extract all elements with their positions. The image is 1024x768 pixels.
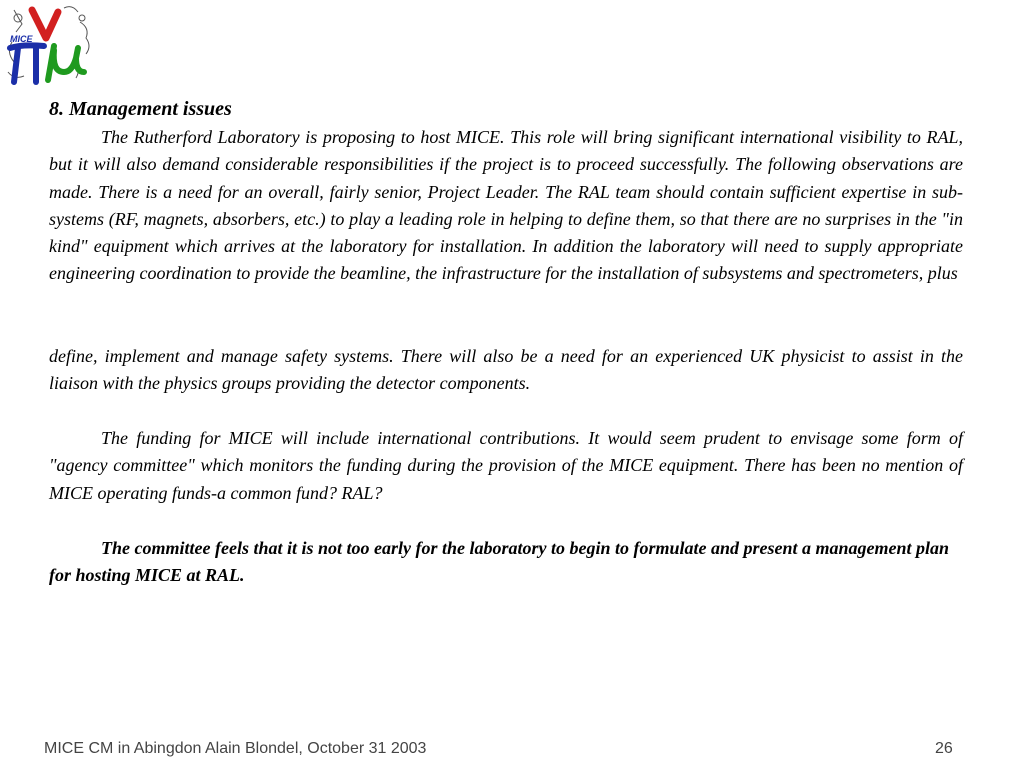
paragraph-committee-conclusion: The committee feels that it is not too early for the laboratory to begin to formulate and present a management plan for hosting MICE at RAL. [49,538,949,586]
section-heading: 8. Management issues [49,98,232,120]
paragraph-funding: The funding for MICE will include international contributions. It would seem prudent to envisage some form of "agency committee" which monitors the funding during the provision of the MICE equipment. There has been no mention of MICE operating funds-a common fund? RAL? [49,428,963,503]
paragraph-rutherford-hosting: The Rutherford Laboratory is proposing to host MICE. This role will bring significant international visibility to RAL, but it will also demand considerable responsibilities if the project is to proceed successfully. The following observations are made. There is a need for an overall, fairly senior, Project Leader. The RAL team should contain sufficient expertise in sub-systems (RF, magnets, absorbers, etc.) to play a leading role in helping to define them, so that there are no surprises in the "in kind" equipment which arrives at the laboratory for installation. In addition the laboratory will need to supply appropriate engineering coordination to provide the beamline, the infrastructure for the installation of subsystems and spectrometers, plus [49,127,963,284]
mice-logo-icon [2,2,102,88]
page-number: 26 [935,740,953,757]
footer-text: MICE CM in Abingdon Alain Blondel, October 31 2003 [44,740,427,757]
paragraph-safety-systems: define, implement and manage safety systems. There will also be a need for an experienced UK physicist to assist in the liaison with the physics groups providing the detector components. [49,346,963,394]
mice-logo [2,2,102,88]
svg-text:MICE: MICE [10,34,33,44]
